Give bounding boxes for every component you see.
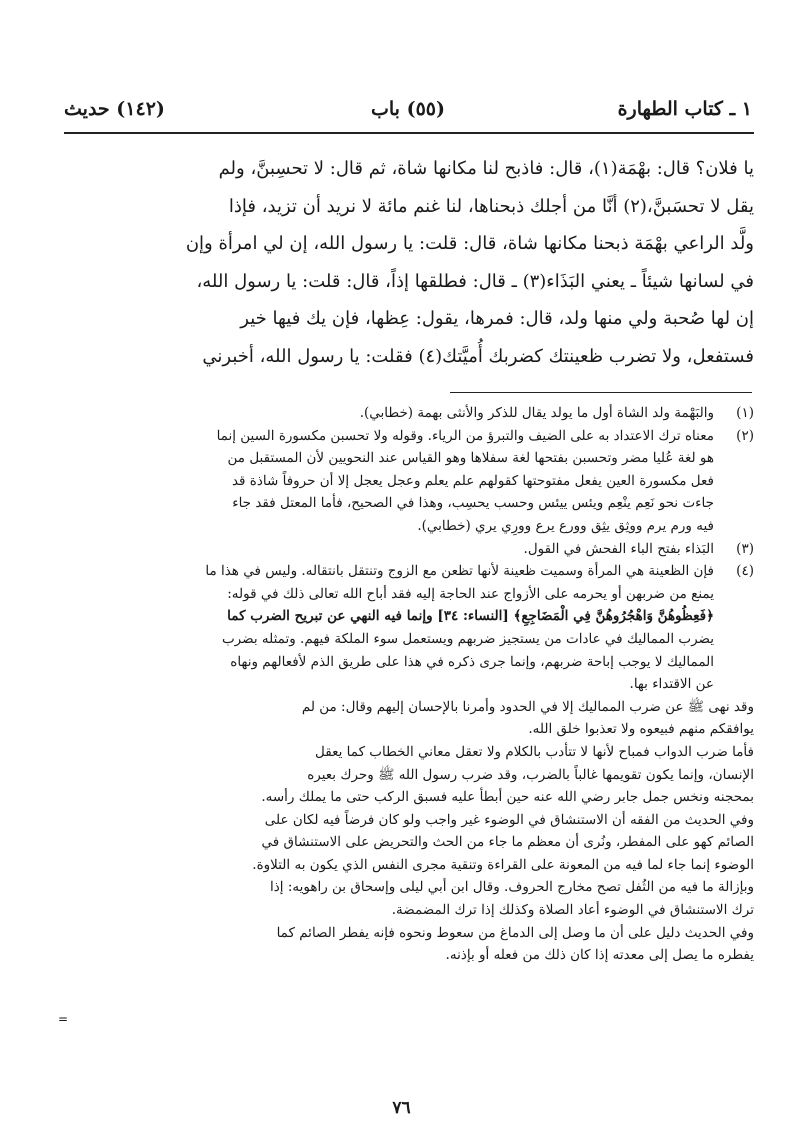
commentary-paragraph: [64, 696, 754, 741]
footnote-line: فيه ورم يرم ووثِق يثِق وورع يرع وورِي يري (خطابي).: [417, 517, 714, 534]
header-chapter: (٥٥) باب: [371, 98, 445, 120]
commentary-line: الصائم كهو على المفطر، ونُرى أن معظم ما جاء من الحث والتحريض على الاستنشاق في: [261, 834, 754, 851]
footnote-line: المماليك لا يوجب إباحة ضربهم، وإنما جرى ذكره في هذا على طريق الذم لأفعالهم ونهاه: [230, 653, 714, 670]
footnote-number: (٢): [736, 427, 754, 444]
margin-mark: =: [58, 1012, 69, 1026]
footnote-line: عن الاقتداء بها.: [629, 676, 714, 693]
footnote-line: جاءت نحو نَعِم ينْعِم ويئس ييئس وحسب يحسِب، وهذا في الصحيح، فأما المعتل فقد جاء: [232, 495, 714, 512]
hadith-line: ولَّد الراعي بهْمَة ذبحنا مكانها شاة، قال: قلت: يا رسول الله، إن لي امرأة وإن: [185, 233, 754, 254]
footnote-number: (٤): [736, 563, 754, 580]
footnote-body: [64, 538, 714, 561]
footnote-line: فعل مكسورة العين يفعل مفتوحتها كقولهم علم يعلم وعجل يعجل إلا أن حروفاً شاذة قد: [231, 472, 714, 489]
commentary-line: الإنسان، وإنما يكون تقويمها غالباً بالضرب، وقد ضرب رسول الله ﷺ وحرك بعيره: [307, 766, 754, 783]
commentary-paragraph: [64, 922, 754, 967]
header-book-title: ١ ـ كتاب الطهارة: [617, 98, 752, 120]
commentary-line: يوافقكم منهم فبيعوه ولا تعذبوا خلق الله.: [528, 721, 754, 738]
commentary-line: وبإزالة ما فيه من الثُفل تصح مخارج الحروف. وقال ابن أبي ليلى وإسحاق بن راهويه: إذا: [270, 879, 754, 896]
footnote-line: فإن الظعينة هي المرأة وسميت ظعينة لأنها تظعن مع الزوج وتنتقل بانتقاله. وليس في هذا ما: [205, 563, 714, 580]
commentary-line: وفي الحديث من الفقه أن الاستنشاق في الوضوء غير واجب ولو كان فرضاً فيه لكان على: [264, 811, 754, 828]
footnote-number: (٣): [736, 540, 754, 557]
hadith-line: إن لها صُحبة ولي منها ولد، قال: فمرها، يقول: عِظها، فإن يك فيها خير: [240, 308, 754, 329]
commentary-line: فأما ضرب الدواب فمباح لأنها لا تتأدب بالكلام ولا تعقل معاني الخطاب كما يعقل: [315, 743, 754, 760]
header-hadith-number: (١٤٢) حديث: [64, 98, 165, 120]
footnote-separator: [450, 392, 752, 393]
commentary-paragraph: [64, 809, 754, 922]
page-number: ٧٦: [392, 1098, 411, 1118]
hadith-text: [64, 150, 754, 375]
commentary-line: يفطره ما يصل إلى معدته إذا كان ذلك من فعله أو بإذنه.: [445, 947, 754, 964]
footnote-line: معناه ترك الاعتداد به على الضيف والتبرؤ من الرياء. وقوله ولا تحسبن مكسورة السين إنما: [216, 427, 714, 444]
commentary-line: الوضوء إنما جاء لما فيه من المعونة على القراءة وتنقية مجرى النفس الذي يكون به التلاوة.: [252, 856, 754, 873]
quran-verse-line: ﴿فَعِظُوهُنَّ وَاهْجُرُوهُنَّ فِي الْمَضَاجِعِ﴾ [النساء: ٣٤] وإنما فيه النهي عن تبريح الضرب كما: [227, 608, 714, 625]
footnote: [64, 402, 754, 425]
footnote: [64, 425, 754, 538]
hadith-line: في لسانها شيئاً ـ يعني البَذَاء(٣) ـ قال: فطلقها إذاً، قال: قلت: يا رسول الله،: [196, 270, 754, 292]
commentary-line: وقد نهى ﷺ عن ضرب المماليك إلا في الحدود وأمرنا بالإحسان إليهم وقال: من لم: [301, 698, 754, 715]
footnote-body: [64, 425, 714, 538]
footnotes: [64, 402, 754, 967]
footnote: [64, 560, 754, 696]
footnote-line: والبَهْمة ولد الشاة أول ما يولد يقال للذكر والأنثى بهمة (خطابي).: [359, 405, 714, 421]
footnote-line: يضرب المماليك في عادات من يستجيز ضربهم ويستعمل سوء الملكة فيهم. وتمثله بضرب: [221, 630, 714, 647]
running-header: [64, 96, 752, 130]
hadith-line: يقل لا تحسَبنَّ،(٢) أنَّا من أجلك ذبحناها، لنا غنم مائة لا نريد أن تزيد، فإذا: [228, 195, 754, 217]
commentary-line: وفي الحديث دليل على أن ما وصل إلى الدماغ من سعوط ونحوه فإنه يفطر الصائم كما: [276, 924, 754, 941]
hadith-line: فستفعل، ولا تضرب ظعينتك كضربك أُميَّتك(٤) فقلت: يا رسول الله، أخبرني: [202, 345, 754, 367]
commentary-paragraph: [64, 741, 754, 809]
hadith-line: يا فلان؟ قال: بهْمَة(١)، قال: فاذبح لنا مكانها شاة، ثم قال: لا تحسِبنَّ، ولم: [218, 158, 754, 179]
footnote-body: [64, 560, 714, 696]
footnote-number: (١): [736, 405, 754, 421]
footnote-line: البَذاء بفتح الباء الفحش في القول.: [523, 540, 714, 557]
footnote-line: هو لغة عُليا مضر وتحسبن بفتحها لغة سفلاها وهو القياس عند النحويين لأن المستقبل من: [227, 450, 714, 467]
footnote-body: [64, 402, 714, 425]
footnote-line: يمنع من ضربهن أو يحرمه على الأزواج عند الحاجة إليه فقد أباح الله تعالى ذلك في قوله:: [227, 585, 714, 602]
commentary-line: بمحجنه ونخس جمل جابر رضي الله عنه حين أبطأ عليه فسبق الركب حتى ما يملك رأسه.: [261, 789, 754, 806]
footnote: [64, 538, 754, 561]
commentary-line: ترك الاستنشاق في الوضوء أعاد الصلاة وكذلك إذا ترك المضمضة.: [391, 902, 754, 919]
header-rule: [64, 132, 754, 134]
